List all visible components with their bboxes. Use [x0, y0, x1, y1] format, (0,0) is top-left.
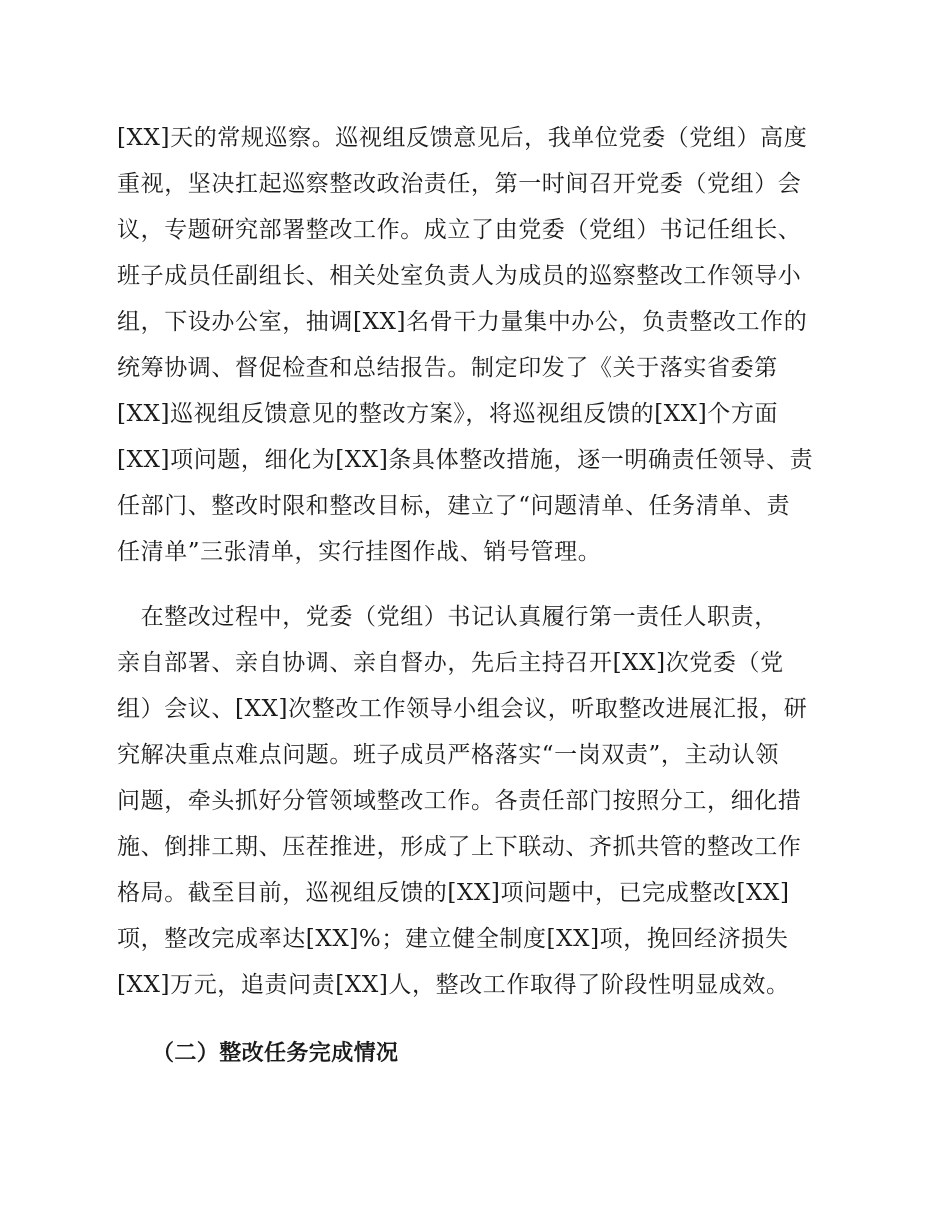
paragraph-line: 项，整改完成率达[XX]%；建立健全制度[XX]项，挽回经济损失	[117, 926, 789, 952]
paragraph-line: 施、倒排工期、压茬推进，形成了上下联动、齐抓共管的整改工作	[117, 834, 802, 860]
paragraph-line: 组）会议、[XX]次整改工作领导小组会议，听取整改进展汇报，研	[117, 696, 808, 722]
paragraph-line: 问题，牵头抓好分管领域整改工作。各责任部门按照分工，细化措	[117, 788, 802, 814]
paragraph-remediation-organization	[117, 115, 847, 575]
paragraph-line: 在整改过程中，党委（党组）书记认真履行第一责任人职责，	[117, 604, 778, 630]
section-heading: （二）整改任务完成情况	[152, 1041, 399, 1066]
paragraph-line: 组，下设办公室，抽调[XX]名骨干力量集中办公，负责整改工作的	[117, 309, 808, 335]
paragraph-line: 班子成员任副组长、相关处室负责人为成员的巡察整改工作领导小	[117, 263, 802, 289]
paragraph-line: 究解决重点难点问题。班子成员严格落实“一岗双责”，主动认领	[117, 742, 779, 768]
paragraph-line: [XX]巡视组反馈意见的整改方案》，将巡视组反馈的[XX]个方面	[117, 401, 779, 427]
paragraph-line: 任清单”三张清单，实行挂图作战、销号管理。	[117, 539, 602, 565]
paragraph-line: 任部门、整改时限和整改目标，建立了“问题清单、任务清单、责	[117, 493, 791, 519]
paragraph-line: [XX]天的常规巡察。巡视组反馈意见后，我单位党委（党组）高度	[117, 125, 808, 151]
paragraph-line: 重视，坚决扛起巡察整改政治责任，第一时间召开党委（党组）会	[117, 171, 802, 197]
paragraph-line: 亲自部署、亲自协调、亲自督办，先后主持召开[XX]次党委（党	[117, 650, 784, 676]
paragraph-remediation-progress	[117, 594, 847, 1008]
paragraph-line: 统筹协调、督促检查和总结报告。制定印发了《关于落实省委第	[117, 355, 778, 381]
paragraph-line: 格局。截至目前，巡视组反馈的[XX]项问题中，已完成整改[XX]	[117, 880, 790, 906]
paragraph-line: 议，专题研究部署整改工作。成立了由党委（党组）书记任组长、	[117, 217, 802, 243]
paragraph-line: [XX]万元，追责问责[XX]人，整改工作取得了阶段性明显成效。	[117, 972, 790, 998]
paragraph-line: [XX]项问题，细化为[XX]条具体整改措施，逐一明确责任领导、责	[117, 447, 814, 473]
